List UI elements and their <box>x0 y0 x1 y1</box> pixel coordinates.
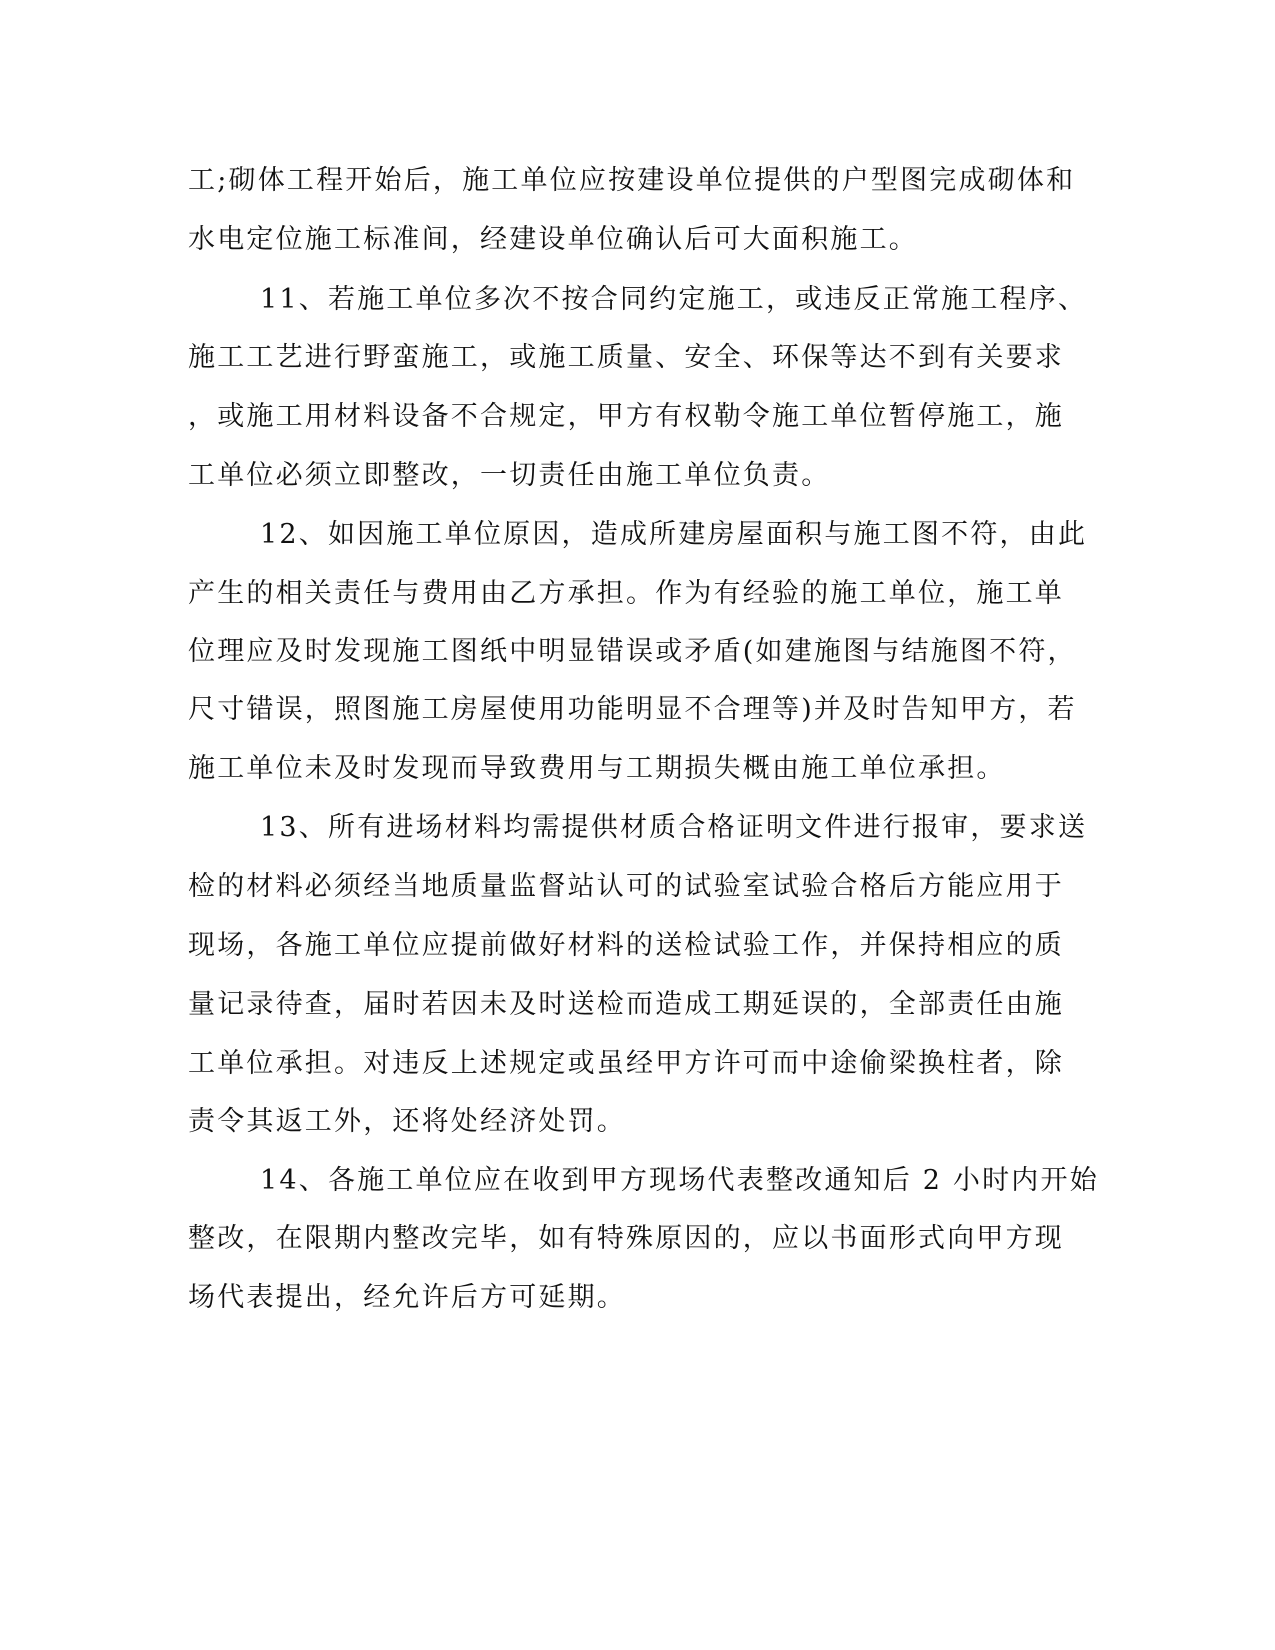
text-line: 工单位必须立即整改，一切责任由施工单位负责。 <box>188 460 831 491</box>
paragraph-13-first-line: 13、所有进场材料均需提供材质合格证明文件进行报审，要求送 <box>260 812 1088 843</box>
text-line: 产生的相关责任与费用由乙方承担。作为有经验的施工单位，施工单 <box>188 578 1064 609</box>
text-line: ，或施工用材料设备不合规定，甲方有权勒令施工单位暂停施工，施 <box>188 401 1064 432</box>
text-line: 工单位承担。对违反上述规定或虽经甲方许可而中途偷梁换柱者，除 <box>188 1048 1064 1079</box>
text-line: 量记录待查，届时若因未及时送检而造成工期延误的，全部责任由施 <box>188 989 1064 1020</box>
text-line: 尺寸错误，照图施工房屋使用功能明显不合理等)并及时告知甲方，若 <box>188 694 1077 725</box>
text-line: 水电定位施工标准间，经建设单位确认后可大面积施工。 <box>188 224 918 255</box>
paragraph-14-first-line: 14、各施工单位应在收到甲方现场代表整改通知后 2 小时内开始 <box>260 1165 1099 1196</box>
text-line: 施工工艺进行野蛮施工，或施工质量、安全、环保等达不到有关要求 <box>188 342 1064 373</box>
text-line: 位理应及时发现施工图纸中明显错误或矛盾(如建施图与结施图不符， <box>188 636 1077 667</box>
text-line: 工;砌体工程开始后，施工单位应按建设单位提供的户型图完成砌体和 <box>188 165 1076 196</box>
text-line: 检的材料必须经当地质量监督站认可的试验室试验合格后方能应用于 <box>188 871 1064 902</box>
paragraph-12-first-line: 12、如因施工单位原因，造成所建房屋面积与施工图不符，由此 <box>260 519 1088 550</box>
text-line: 施工单位未及时发现而导致费用与工期损失概由施工单位承担。 <box>188 753 1006 784</box>
text-line: 责令其返工外，还将处经济处罚。 <box>188 1106 626 1137</box>
text-line: 现场，各施工单位应提前做好材料的送检试验工作，并保持相应的质 <box>188 930 1064 961</box>
text-line: 场代表提出，经允许后方可延期。 <box>188 1282 626 1313</box>
paragraph-11-first-line: 11、若施工单位多次不按合同约定施工，或违反正常施工程序、 <box>260 284 1088 315</box>
text-line: 整改，在限期内整改完毕，如有特殊原因的，应以书面形式向甲方现 <box>188 1223 1064 1254</box>
